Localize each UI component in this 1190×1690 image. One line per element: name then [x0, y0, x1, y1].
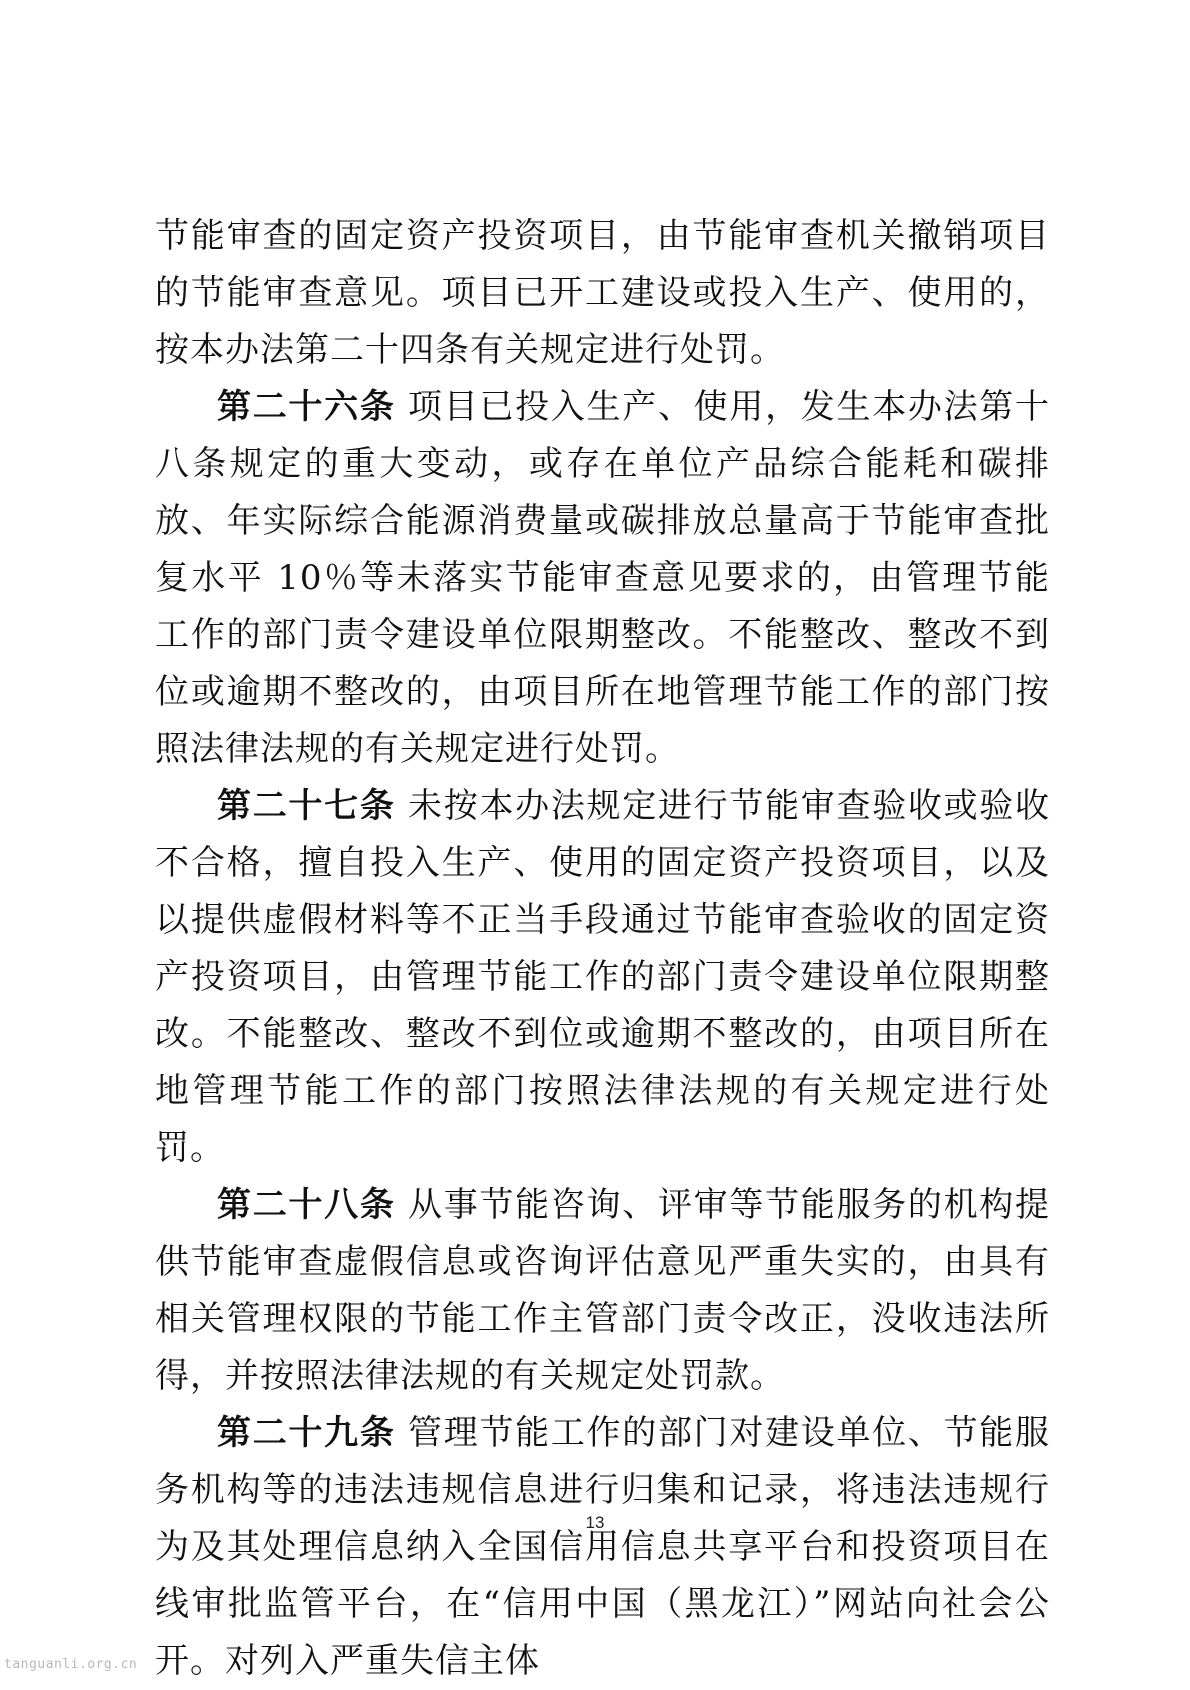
article-text: 未按本办法规定进行节能审查验收或验收不合格，擅自投入生产、使用的固定资产投资项目，以及以提供虚假材料等不正当手段通过节能审查验收的固定资产投资项目，由管理节能工作的部门责令建设单位限期整改。不能整改、整改不到位或逾期不整改的，由项目所在地管理节能工作的部门按照法律法规的有关规定进行处罚。: [155, 786, 1051, 1168]
page-number: 13: [585, 1513, 605, 1532]
article-text: 从事节能咨询、评审等节能服务的机构提供节能审查虚假信息或咨询评估意见严重失实的，由具有相关管理权限的节能工作主管部门责令改正，没收违法所得，并按照法律法规的有关规定处罚款。: [155, 1185, 1051, 1396]
article-text: 管理节能工作的部门对建设单位、节能服务机构等的违法违规信息进行归集和记录，将违法违规行为及其处理信息纳入全国信用信息共享平台和投资项目在线审批监管平台，在“信用中国（黑龙江）”网站向社会公开。对列入严重失信主体: [155, 1413, 1051, 1681]
article-heading: 第二十八条: [217, 1185, 396, 1225]
article-27: [155, 778, 1050, 1177]
article-28: [155, 1177, 1050, 1405]
article-heading: 第二十七条: [217, 786, 396, 826]
article-29: [155, 1405, 1050, 1690]
article-text: 项目已投入生产、使用，发生本办法第十八条规定的重大变动，或存在单位产品综合能耗和碳排放、年实际综合能源消费量或碳排放总量高于节能审查批复水平 10％等未落实节能审查意见要求的，由管理节能工作的部门责令建设单位限期整改。不能整改、整改不到位或逾期不整改的，由项目所在地管理节能工作的部门按照法律法规的有关规定进行处罚。: [155, 387, 1051, 769]
article-26: [155, 379, 1050, 778]
watermark: tanguanli.org.cn: [4, 1657, 138, 1672]
article-heading: 第二十六条: [217, 387, 396, 427]
article-heading: 第二十九条: [217, 1413, 396, 1453]
paragraph-text: 节能审查的固定资产投资项目，由节能审查机关撤销项目的节能审查意见。项目已开工建设或投入生产、使用的，按本办法第二十四条有关规定进行处罚。: [155, 216, 1050, 370]
paragraph-continuation: [155, 208, 1050, 379]
document-body: [155, 208, 1050, 1690]
